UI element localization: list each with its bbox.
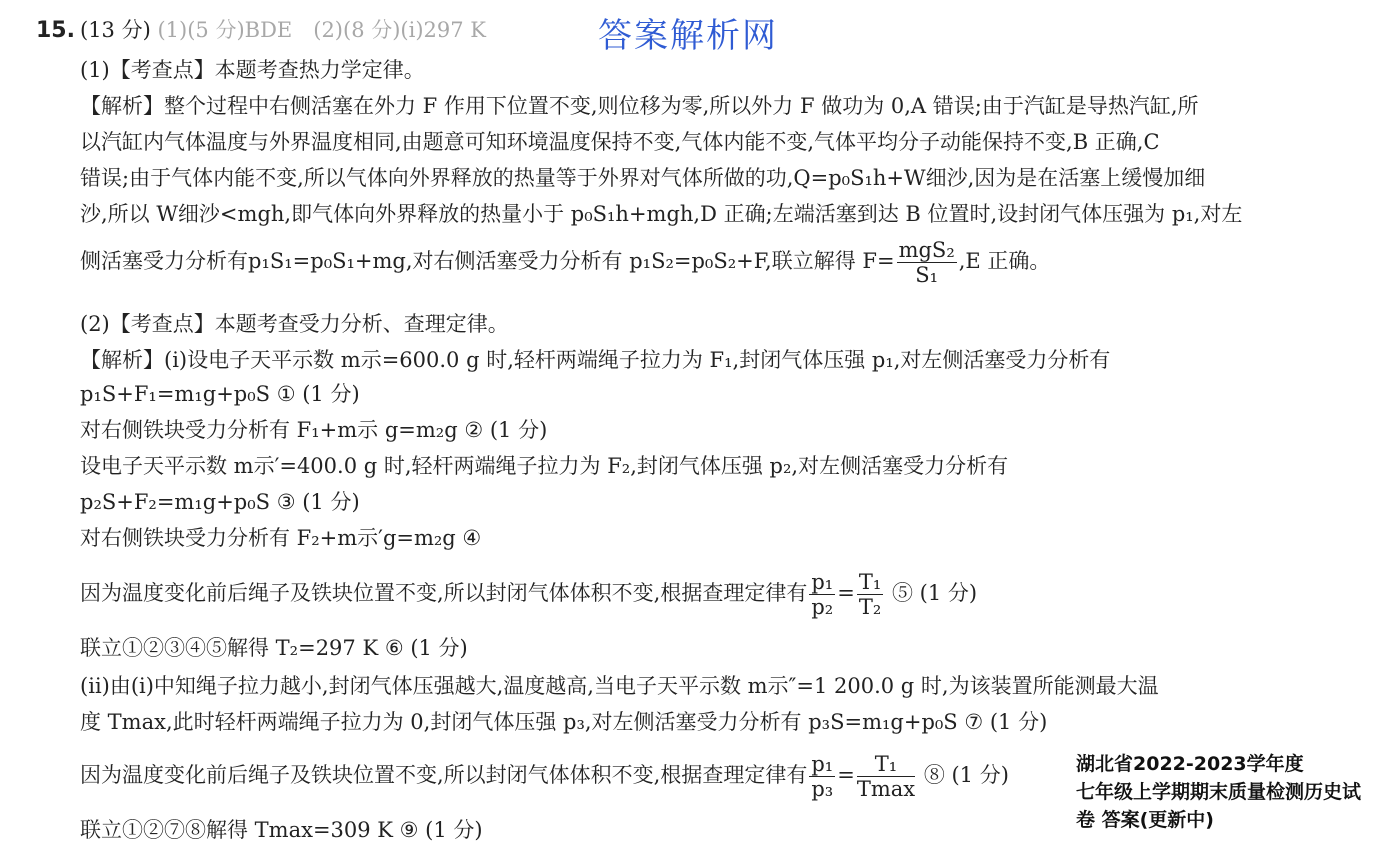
fraction-T1-Tmax-numerator: T₁ (857, 752, 915, 777)
line-9: p₁S+F₁=m₁g+p₀S ① (1 分) (80, 382, 360, 406)
line-17: 度 Tmax,此时轻杆两端绳子拉力为 0,封闭气体压强 p₃,对左侧活塞受力分析有 p₃S=m₁g+p₀S ⑦ (1 分) (80, 710, 1048, 734)
line-12: p₂S+F₂=m₁g+p₀S ③ (1 分) (80, 490, 360, 514)
fraction-p1-p3-denominator: p₃ (811, 777, 834, 801)
fraction-F-numerator: mgS₂ (898, 238, 955, 262)
line-18-text-a: 因为温度变化前后绳子及铁块位置不变,所以封闭气体体积不变,根据查理定律有 (80, 763, 808, 787)
line-15: 联立①②③④⑤解得 T₂=297 K ⑥ (1 分) (80, 636, 468, 660)
line-10: 对右侧铁块受力分析有 F₁+m示 g=m₂g ② (1 分) (80, 418, 548, 442)
overlay-caption-line-3: 卷 答案(更新中) (1076, 809, 1214, 831)
question-header (80, 16, 486, 44)
line-18 (80, 752, 1009, 801)
line-6-text-b: ,E 正确。 (958, 249, 1051, 273)
line-18-equals: = (837, 763, 855, 787)
overlay-caption-line-2: 七年级上学期期末质量检测历史试 (1076, 781, 1362, 803)
overlay-caption-line-1: 湖北省2022-2023学年度 (1076, 753, 1304, 775)
line-4: 错误;由于气体内能不变,所以气体向外界释放的热量等于外界对气体所做的功,Q=p₀S₁h+W细沙,因为是在活塞上缓慢加细 (80, 166, 1206, 190)
fraction-p1-p3 (809, 752, 835, 801)
line-6-text-a: 侧活塞受力分析有p₁S₁=p₀S₁+mg,对右侧活塞受力分析有 p₁S₂=p₀S₂+F,联立解得 F= (80, 249, 895, 273)
line-5: 沙,所以 W细沙<mgh,即气体向外界释放的热量小于 p₀S₁h+mgh,D 正确;左端活塞到达 B 位置时,设封闭气体压强为 p₁,对左 (80, 202, 1243, 226)
fraction-T1-Tmax (857, 752, 915, 801)
line-14-equals: = (837, 581, 855, 605)
line-16: (ⅱ)由(ⅰ)中知绳子拉力越小,封闭气体压强越大,温度越高,当电子天平示数 m示″=1 200.0 g 时,为该装置所能测最大温 (80, 674, 1159, 698)
line-11: 设电子天平示数 m示′=400.0 g 时,轻杆两端绳子拉力为 F₂,封闭气体压强 p₂,对左侧活塞受力分析有 (80, 454, 1009, 478)
fraction-p1-p2-numerator: p₁ (811, 570, 834, 594)
fraction-F (897, 238, 957, 287)
line-19: 联立①②⑦⑧解得 Tmax=309 K ⑨ (1 分) (80, 818, 483, 842)
header-answer-summary: (1)(5 分)BDE (2)(8 分)(ⅰ)297 K (157, 18, 486, 42)
line-3: 以汽缸内气体温度与外界温度相同,由题意可知环境温度保持不变,气体内能不变,气体平均分子动能保持不变,B 正确,C (80, 130, 1160, 154)
header-total-score: (13 分) (80, 18, 151, 42)
fraction-p1-p2-denominator: p₂ (811, 595, 834, 619)
fraction-T1-T2 (857, 570, 883, 619)
line-14-text-b: ⑤ (1 分) (885, 581, 978, 605)
line-8: 【解析】(ⅰ)设电子天平示数 m示=600.0 g 时,轻杆两端绳子拉力为 F₁,封闭气体压强 p₁,对左侧活塞受力分析有 (80, 348, 1111, 372)
line-6 (80, 238, 1050, 287)
line-13: 对右侧铁块受力分析有 F₂+m示′g=m₂g ④ (80, 526, 482, 550)
line-2: 【解析】整个过程中右侧活塞在外力 F 作用下位置不变,则位移为零,所以外力 F 做功为 0,A 错误;由于汽缸是导热汽缸,所 (80, 94, 1199, 118)
line-14 (80, 570, 977, 619)
fraction-T1-T2-denominator: T₂ (858, 595, 882, 619)
line-1: (1)【考查点】本题考查热力学定律。 (80, 58, 425, 82)
fraction-F-denominator: S₁ (915, 263, 939, 287)
fraction-T1-Tmax-denominator: Tmax (856, 777, 916, 801)
line-14-text-a: 因为温度变化前后绳子及铁块位置不变,所以封闭气体体积不变,根据查理定律有 (80, 581, 808, 605)
overlay-caption (1076, 750, 1388, 834)
line-7: (2)【考查点】本题考查受力分析、查理定律。 (80, 312, 509, 336)
fraction-p1-p2 (809, 570, 835, 619)
watermark-text: 答案解析网 (598, 16, 778, 56)
fraction-T1-T2-numerator: T₁ (858, 570, 882, 594)
question-number: 15. (36, 18, 75, 43)
fraction-p1-p3-numerator: p₁ (811, 752, 834, 776)
line-18-text-b: ⑧ (1 分) (917, 763, 1009, 787)
